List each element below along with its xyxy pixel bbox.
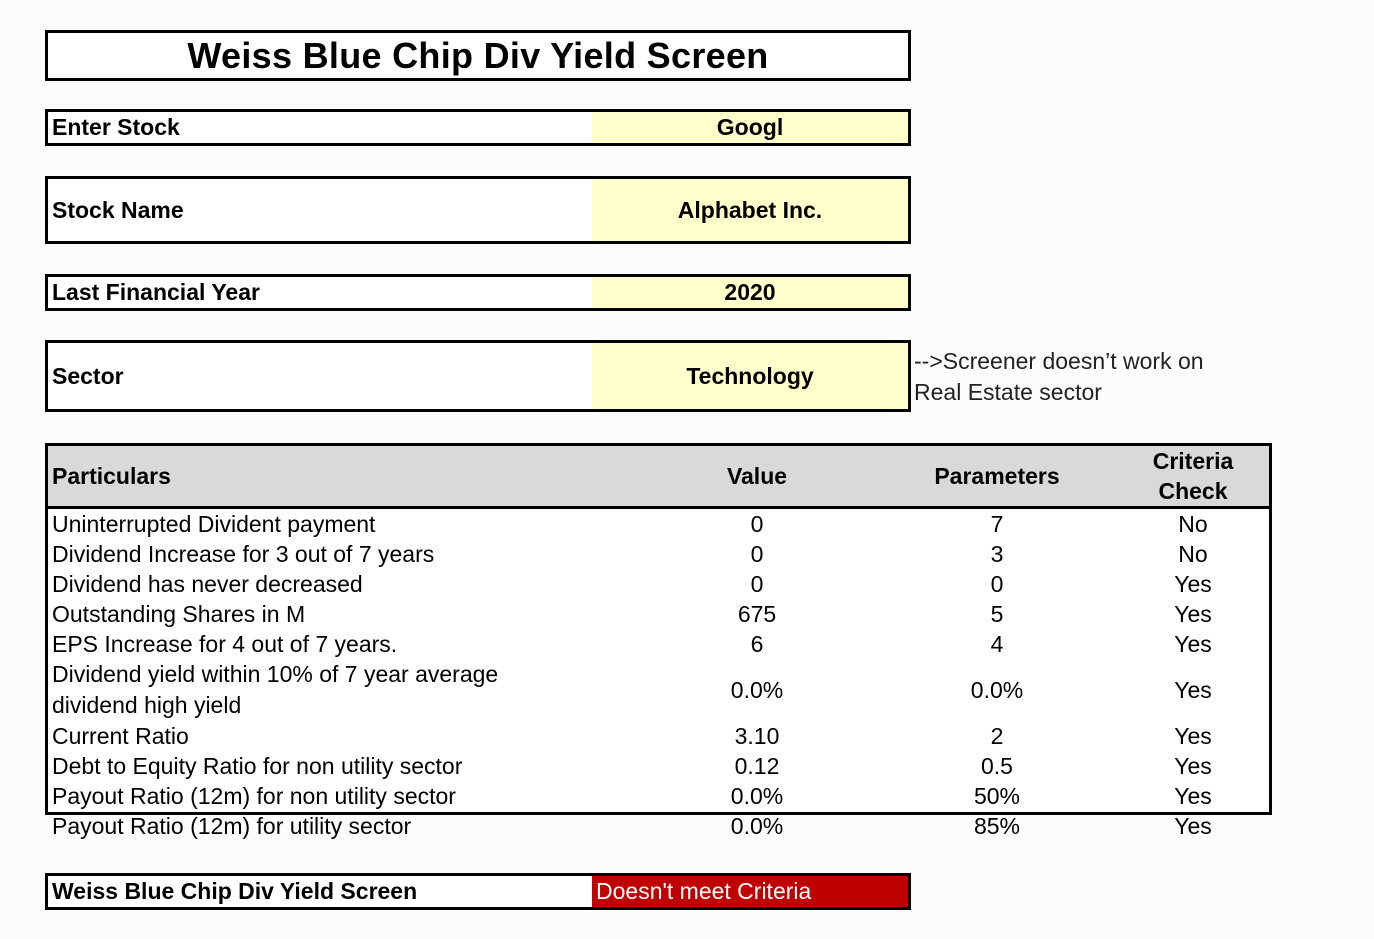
row-parameter: 2 [990, 723, 1004, 749]
row-check: Yes [1174, 601, 1212, 627]
stock-name-value: Alphabet Inc. [592, 179, 908, 241]
sector-note [914, 346, 1204, 408]
criteria-table-box [45, 443, 1272, 839]
row-value: 675 [737, 601, 777, 627]
criteria-table [48, 446, 1269, 841]
row-parameter: 5 [990, 601, 1004, 627]
sector-row [45, 340, 911, 412]
table-row [48, 539, 1269, 569]
table-row [48, 569, 1269, 599]
row-value: 6 [750, 631, 764, 657]
table-row [48, 721, 1269, 751]
row-parameter: 4 [990, 631, 1004, 657]
row-check: Yes [1174, 631, 1212, 657]
table-row [48, 508, 1269, 540]
enter-stock-label: Enter Stock [52, 114, 180, 140]
row-particular-line2: dividend high yield [52, 692, 242, 718]
row-parameter: 7 [990, 511, 1004, 537]
row-particular: Dividend has never decreased [52, 571, 363, 597]
last-financial-year-row [45, 274, 911, 311]
header-value: Value [726, 463, 788, 489]
row-particular: Uninterrupted Divident payment [52, 511, 376, 537]
row-value: 0.0% [730, 783, 784, 809]
sector-value: Technology [592, 343, 908, 409]
result-row [45, 873, 911, 910]
row-value: 3.10 [734, 723, 780, 749]
enter-stock-row [45, 109, 911, 146]
row-parameter: 50% [973, 783, 1021, 809]
row-parameter: 3 [990, 541, 1004, 567]
row-value: 0.12 [734, 753, 780, 779]
row-value: 0.0% [730, 677, 784, 703]
row-check: Yes [1174, 723, 1212, 749]
table-header-row [48, 446, 1269, 508]
table-row [48, 659, 1269, 721]
row-parameter: 0.0% [970, 677, 1024, 703]
table-row [48, 811, 1269, 841]
row-particular: Debt to Equity Ratio for non utility sector [52, 753, 463, 779]
result-label: Weiss Blue Chip Div Yield Screen [52, 878, 418, 904]
last-financial-year-value: 2020 [592, 277, 908, 308]
row-particular-line1: Dividend yield within 10% of 7 year average [52, 661, 499, 687]
screen-title-box [45, 30, 911, 81]
stock-name-label: Stock Name [52, 196, 184, 223]
row-parameter: 0 [990, 571, 1004, 597]
row-check: No [1178, 511, 1208, 537]
table-row [48, 781, 1269, 811]
row-parameter: 0.5 [981, 753, 1013, 779]
row-particular: Payout Ratio (12m) for non utility sector [52, 783, 456, 809]
row-value: 0 [750, 541, 764, 567]
row-particular: Current Ratio [52, 723, 189, 749]
table-row [48, 599, 1269, 629]
row-value: 0 [750, 511, 764, 537]
row-check: No [1178, 541, 1208, 567]
stock-name-row [45, 176, 911, 244]
row-particular: Payout Ratio (12m) for utility sector [52, 813, 412, 839]
row-check: Yes [1174, 571, 1212, 597]
sector-label: Sector [52, 362, 124, 389]
table-row [48, 629, 1269, 659]
sector-note-line1: -->Screener doesn’t work on [914, 348, 1204, 374]
row-check: Yes [1174, 783, 1212, 809]
screen-title: Weiss Blue Chip Div Yield Screen [187, 34, 769, 76]
row-value: 0 [750, 571, 764, 597]
row-check: Yes [1174, 753, 1212, 779]
table-row [48, 751, 1269, 781]
row-particular: Dividend Increase for 3 out of 7 years [52, 541, 435, 567]
row-parameter: 85% [973, 813, 1021, 839]
row-particular: EPS Increase for 4 out of 7 years. [52, 631, 398, 657]
enter-stock-input[interactable]: Googl [592, 112, 908, 143]
row-check: Yes [1174, 813, 1212, 839]
header-criteria-check: Criteria Check [1152, 448, 1234, 504]
row-particular [48, 659, 637, 721]
row-value: 0.0% [730, 813, 784, 839]
header-particulars: Particulars [52, 463, 171, 489]
last-financial-year-label: Last Financial Year [52, 279, 260, 305]
header-parameters: Parameters [934, 463, 1060, 489]
row-check: Yes [1174, 677, 1212, 703]
sector-note-line2: Real Estate sector [914, 379, 1102, 405]
row-particular: Outstanding Shares in M [52, 601, 306, 627]
result-value: Doesn't meet Criteria [592, 876, 908, 907]
